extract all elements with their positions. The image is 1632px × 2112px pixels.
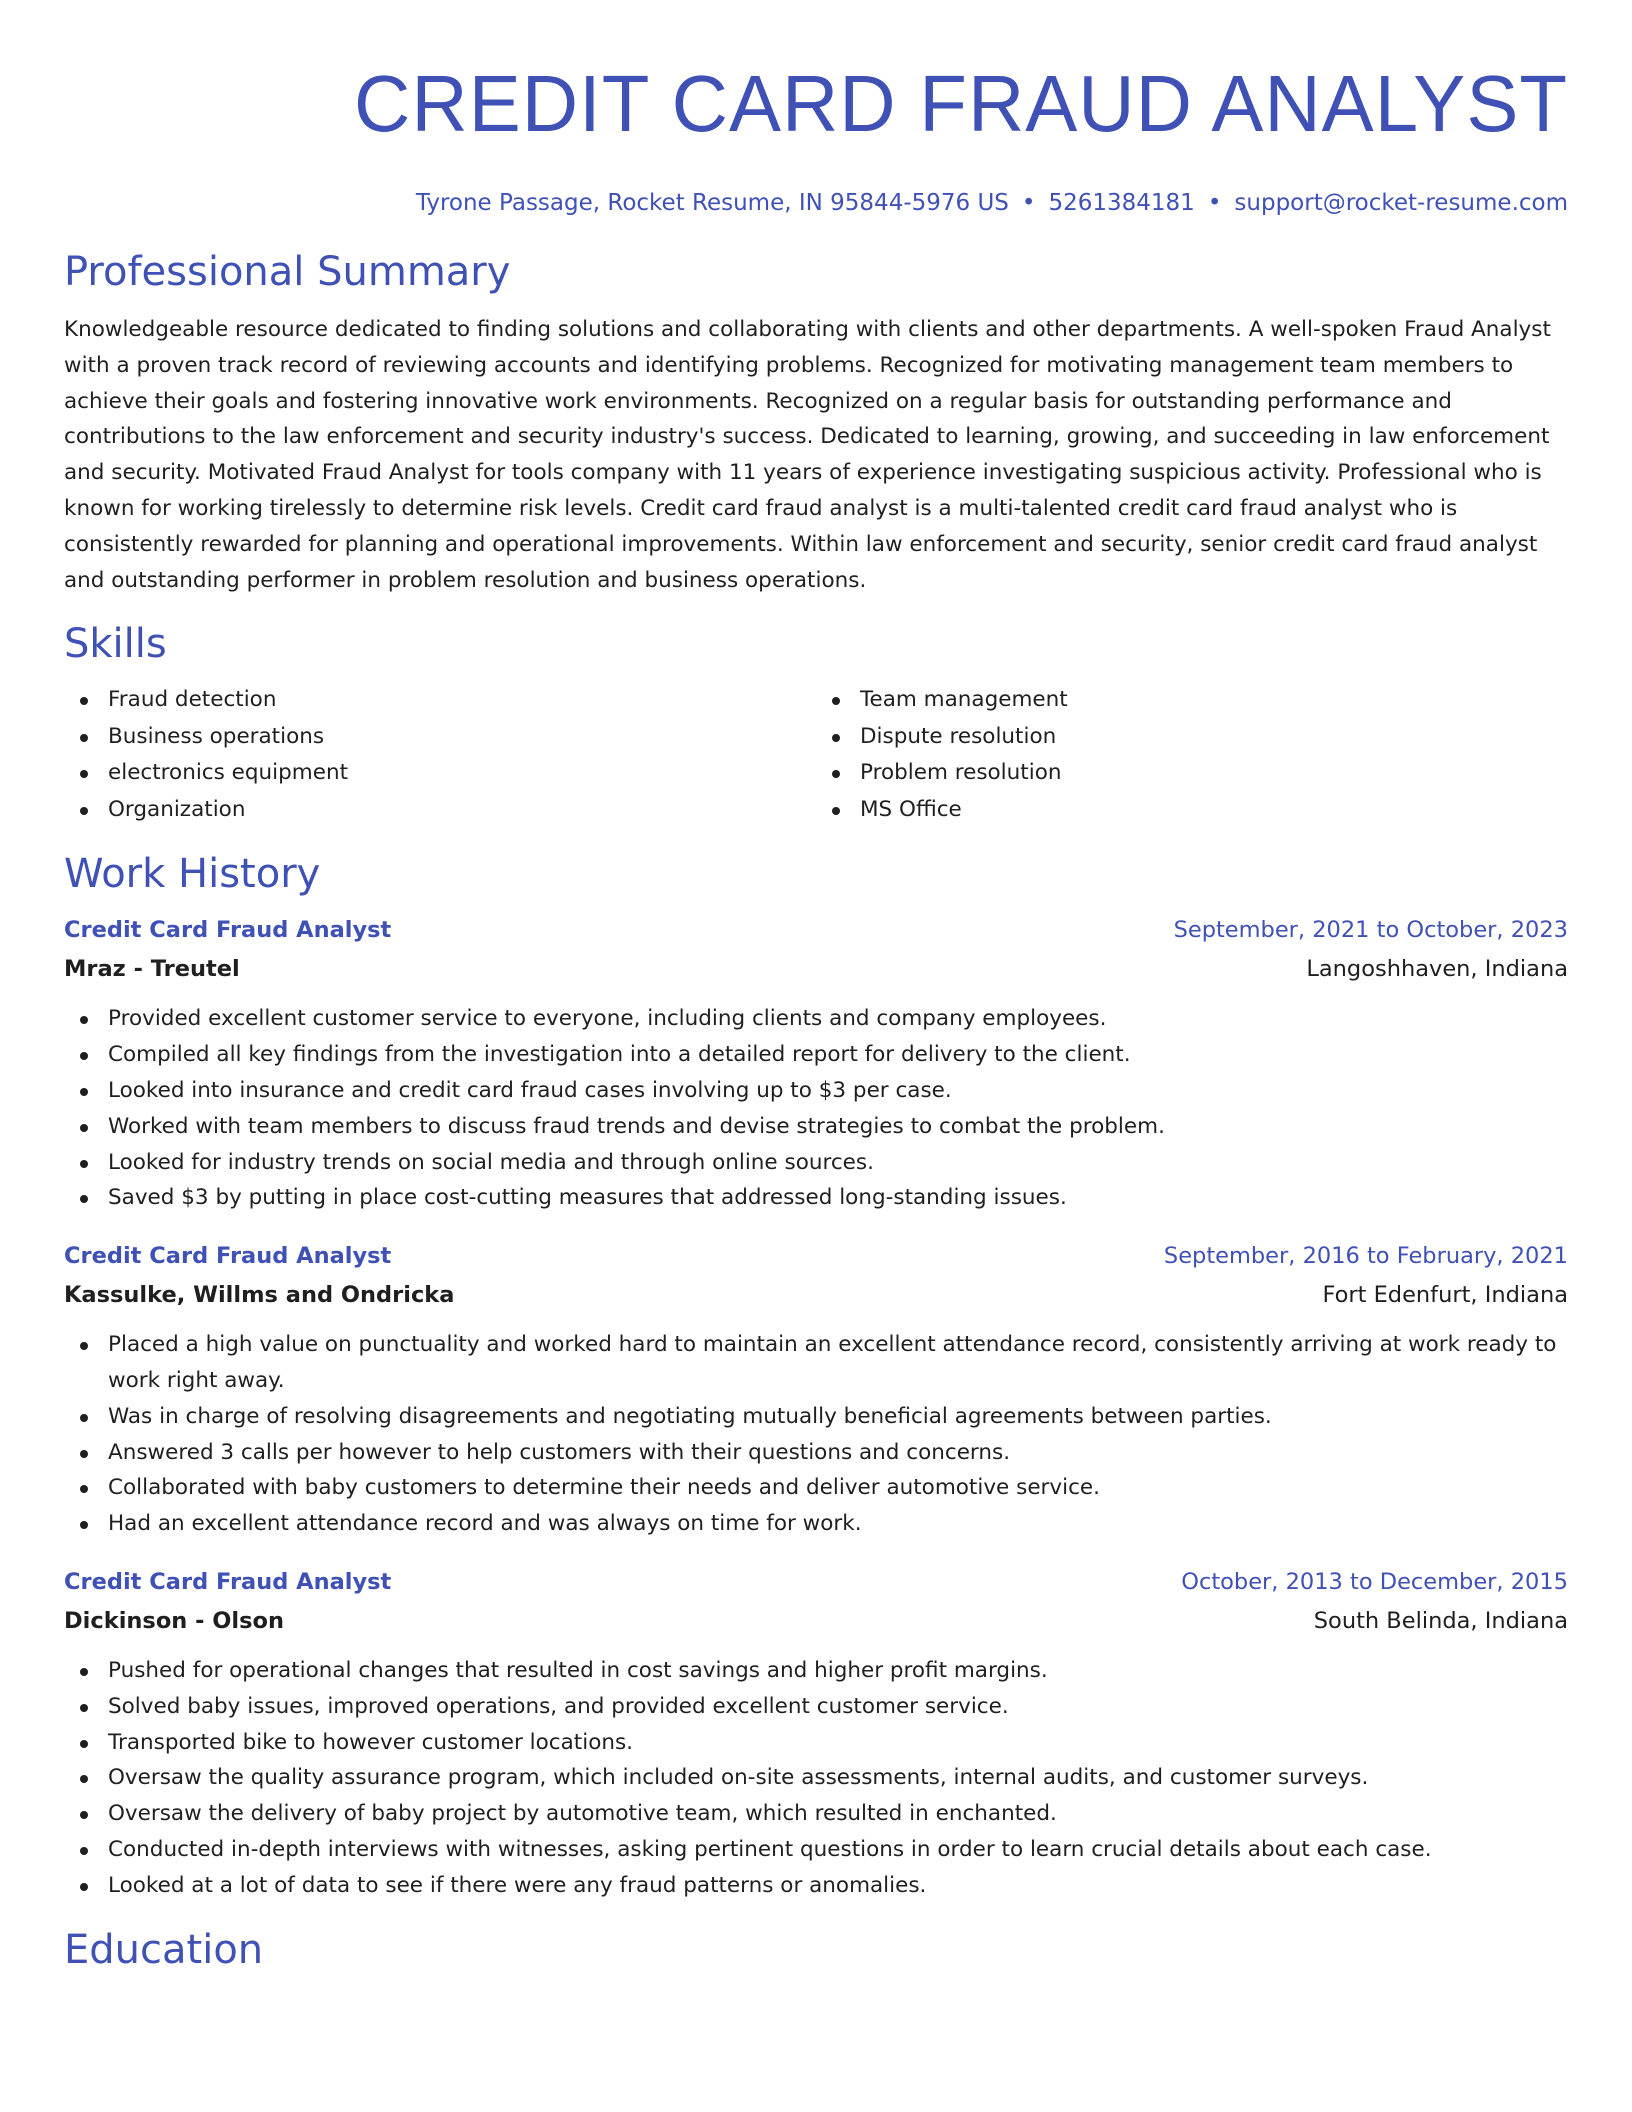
job-bullet: Compiled all key findings from the investigation into a detailed report for delivery to the client.	[64, 1037, 1568, 1073]
contact-phone: 5261384181	[1048, 190, 1195, 216]
job-header	[64, 1564, 1568, 1600]
job-subheader	[64, 951, 1568, 987]
job-dates: September, 2021 to October, 2023	[1173, 917, 1568, 944]
job-bullets	[64, 1327, 1568, 1542]
job-dates: September, 2016 to February, 2021	[1163, 1243, 1568, 1270]
section-title-education: Education	[64, 1926, 264, 1973]
job-header	[64, 912, 1568, 948]
job-bullet: Pushed for operational changes that resulted in cost savings and higher profit margins.	[64, 1653, 1568, 1689]
job-bullet: Transported bike to however customer locations.	[64, 1725, 1568, 1761]
job-entry	[64, 912, 1568, 1216]
skills-section	[64, 618, 1568, 828]
job-subheader	[64, 1277, 1568, 1313]
job-company: Kassulke, Willms and Ondricka	[64, 1282, 455, 1309]
summary-section	[64, 246, 1568, 598]
skill-item: Organization	[64, 792, 816, 829]
job-location: South Belinda, Indiana	[1313, 1607, 1568, 1634]
skill-item: MS Office	[816, 792, 1568, 829]
skill-item: Fraud detection	[64, 682, 816, 719]
job-bullet: Had an excellent attendance record and was always on time for work.	[64, 1506, 1568, 1542]
work-history-section	[64, 848, 1568, 1903]
summary-text: Knowledgeable resource dedicated to finding solutions and collaborating with clients and other departments. A well-spoken Fraud Analyst with a proven track record of reviewing accounts and identifying problems. Recognized for motivating management team members to achieve their goals and fostering innovative work environments. Recognized on a regular basis for outstanding performance and contributions to the law enforcement and security industry's success. Dedicated to learning, growing, and succeeding in law enforcement and security. Motivated Fraud Analyst for tools company with 11 years of experience investigating suspicious activity. Professional who is known for working tirelessly to determine risk levels. Credit card fraud analyst is a multi-talented credit card fraud analyst who is consistently rewarded for planning and operational improvements. Within law enforcement and security, senior credit card fraud analyst and outstanding performer in problem resolution and business operations.	[64, 317, 1551, 593]
contact-separator: •	[1021, 190, 1036, 216]
job-bullet: Collaborated with baby customers to determine their needs and deliver automotive service.	[64, 1470, 1568, 1506]
job-title: Credit Card Fraud Analyst	[64, 1568, 392, 1595]
section-title-skills: Skills	[64, 621, 167, 668]
job-bullet: Oversaw the quality assurance program, which included on-site assessments, internal audits, and customer surveys.	[64, 1760, 1568, 1796]
job-bullet: Provided excellent customer service to everyone, including clients and company employees.	[64, 1001, 1568, 1037]
resume-name: CREDIT CARD FRAUD ANALYST	[354, 58, 1568, 149]
job-bullets	[64, 1001, 1568, 1216]
skill-item: Business operations	[64, 719, 816, 756]
contact-separator: •	[1207, 190, 1222, 216]
job-entry	[64, 1564, 1568, 1904]
job-title: Credit Card Fraud Analyst	[64, 917, 392, 944]
contact-email: support@rocket-resume.com	[1234, 190, 1568, 216]
job-bullet: Looked into insurance and credit card fraud cases involving up to $3 per case.	[64, 1073, 1568, 1109]
job-header	[64, 1238, 1568, 1274]
section-title-work-history: Work History	[64, 851, 321, 898]
education-section	[64, 1924, 1568, 1976]
skills-list-left	[64, 682, 816, 828]
contact-address: Tyrone Passage, Rocket Resume, IN 95844-5976 US	[415, 190, 1009, 216]
skills-columns	[64, 682, 1568, 828]
job-company: Mraz - Treutel	[64, 956, 240, 983]
job-bullet: Oversaw the delivery of baby project by automotive team, which resulted in enchanted.	[64, 1796, 1568, 1832]
skills-list-right	[816, 682, 1568, 828]
job-bullet: Placed a high value on punctuality and worked hard to maintain an excellent attendance record, consistently arriving at work ready to work right away.	[64, 1327, 1568, 1399]
job-bullet: Was in charge of resolving disagreements and negotiating mutually beneficial agreements between parties.	[64, 1399, 1568, 1435]
skill-item: electronics equipment	[64, 755, 816, 792]
job-company: Dickinson - Olson	[64, 1607, 285, 1634]
job-location: Langoshhaven, Indiana	[1306, 956, 1568, 983]
job-bullet: Worked with team members to discuss fraud trends and devise strategies to combat the problem.	[64, 1109, 1568, 1145]
job-bullet: Solved baby issues, improved operations, and provided excellent customer service.	[64, 1689, 1568, 1725]
job-bullet: Answered 3 calls per however to help customers with their questions and concerns.	[64, 1435, 1568, 1471]
job-location: Fort Edenfurt, Indiana	[1322, 1282, 1568, 1309]
skill-item: Problem resolution	[816, 755, 1568, 792]
job-bullet: Looked at a lot of data to see if there were any fraud patterns or anomalies.	[64, 1868, 1568, 1904]
job-bullet: Looked for industry trends on social media and through online sources.	[64, 1145, 1568, 1181]
job-bullets	[64, 1653, 1568, 1904]
job-title: Credit Card Fraud Analyst	[64, 1243, 392, 1270]
job-bullet: Conducted in-depth interviews with witnesses, asking pertinent questions in order to learn crucial details about each case.	[64, 1832, 1568, 1868]
job-bullet: Saved $3 by putting in place cost-cutting measures that addressed long-standing issues.	[64, 1180, 1568, 1216]
skill-item: Dispute resolution	[816, 719, 1568, 756]
section-title-summary: Professional Summary	[64, 249, 511, 295]
job-entry	[64, 1238, 1568, 1542]
job-dates: October, 2013 to December, 2015	[1181, 1568, 1568, 1595]
contact-line	[64, 188, 1568, 218]
job-subheader	[64, 1603, 1568, 1639]
skill-item: Team management	[816, 682, 1568, 719]
